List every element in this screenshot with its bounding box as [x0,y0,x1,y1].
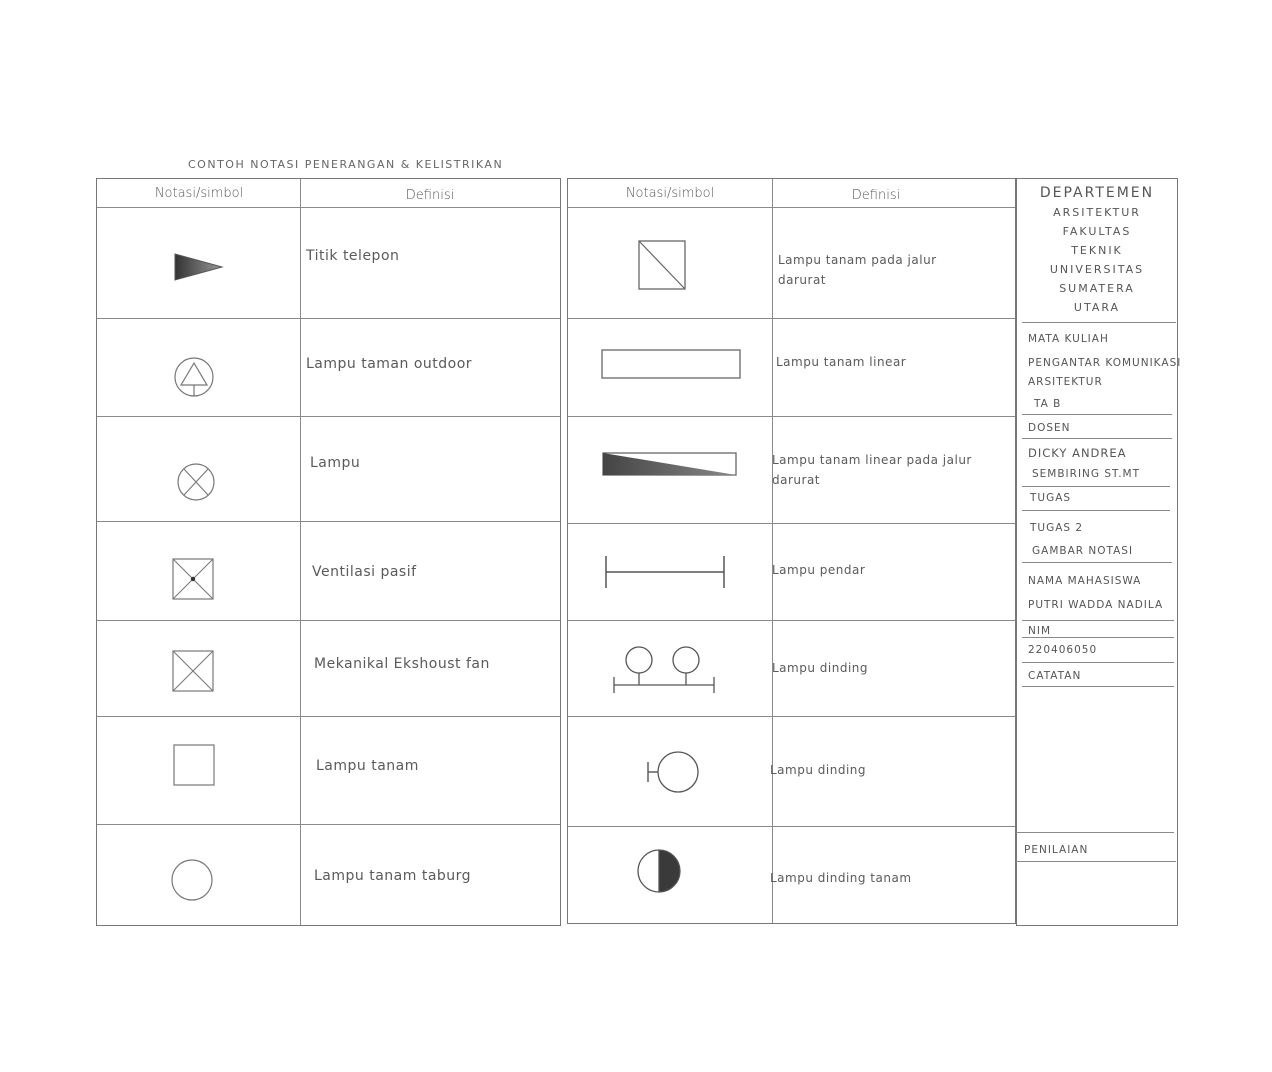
institution-block [1022,184,1172,317]
definition-text: Lampu [310,455,361,471]
definition-text: Ventilasi pasif [312,564,417,580]
left-header-definition: Definisi [405,188,455,203]
institution-line: DEPARTEMEN [1039,185,1155,201]
tb-divider [1022,562,1172,563]
row-divider [97,521,560,522]
square-diagonal-icon [636,238,688,292]
half-filled-circle-icon [634,846,684,896]
tb-divider [1022,486,1170,487]
tb-divider [1022,662,1174,663]
tb-divider [1022,620,1174,621]
lecturer-label: DOSEN [1028,422,1071,434]
sheet-title: CONTOH NOTASI PENERANGAN & KELISTRIKAN [188,158,504,171]
left-header-symbol: Notasi/simbol [154,186,244,201]
definition-text: Lampu tanam [316,758,419,774]
lecturer-line: DICKY ANDREA [1028,446,1127,460]
right-header-rule [568,207,1015,208]
task-label: TUGAS [1030,492,1072,504]
row-divider [97,416,560,417]
student-label: NAMA MAHASISWA [1028,575,1142,587]
tb-divider [1022,686,1174,687]
row-divider [568,826,1015,827]
institution-line: UTARA [1073,301,1121,314]
square-x-icon [170,648,216,694]
right-column-divider [772,179,773,923]
right-header-definition: Definisi [851,188,901,203]
definition-text: Lampu dinding tanam [770,871,912,885]
circle-x-icon [174,460,218,504]
shaded-wedge-rectangle-icon [600,450,740,480]
definition-text: Mekanikal Ekshoust fan [314,656,490,672]
tb-divider [1022,637,1174,638]
institution-line: ARSITEKTUR [1053,206,1141,219]
course-label: MATA KULIAH [1028,333,1109,345]
task-line: TUGAS 2 [1030,522,1084,534]
double-globe-wall-icon [608,640,720,702]
institution-line: FAKULTAS [1062,225,1132,238]
left-header-rule [97,207,560,208]
tb-divider [1022,510,1170,511]
definition-text: Lampu dinding [772,661,868,675]
course-line: PENGANTAR KOMUNIKASI [1028,357,1182,369]
tb-divider [1016,832,1174,833]
tb-divider [1022,438,1172,439]
row-divider [568,318,1015,319]
row-divider [97,824,560,825]
institution-line: UNIVERSITAS [1049,263,1145,276]
left-table [96,178,561,926]
triangle-pointer-icon [170,250,226,284]
left-column-divider [300,179,301,925]
definition-text: Lampu tanam linear [776,355,907,369]
definition-text: Lampu tanam pada jalur darurat [778,253,937,287]
lecturer-line: SEMBIRING ST.MT [1032,468,1141,480]
row-divider [568,523,1015,524]
student-name: PUTRI WADDA NADILA [1028,599,1164,611]
row-divider [97,716,560,717]
task-line: GAMBAR NOTASI [1032,545,1134,557]
circle-triangle-icon [172,355,216,399]
square-icon [171,742,217,788]
definition-text: Lampu tanam taburg [314,868,472,884]
row-divider [97,620,560,621]
tb-divider [1022,322,1176,323]
grading-label: PENILAIAN [1024,844,1089,856]
nim-label: NIM [1028,625,1052,637]
rectangle-icon [598,346,744,382]
definition-text: Lampu taman outdoor [306,356,473,372]
definition-text: Lampu dinding [770,763,866,777]
row-divider [97,318,560,319]
square-x-dot-icon [170,556,216,602]
nim-value: 220406050 [1028,644,1098,656]
institution-line: SUMATERA [1059,282,1135,295]
right-header-symbol: Notasi/simbol [625,186,715,201]
notes-label: CATATAN [1028,670,1082,682]
row-divider [568,716,1015,717]
course-line: ARSITEKTUR [1028,376,1103,388]
definition-text: Lampu tanam linear pada jalur darurat [772,453,972,487]
definition-text: Titik telepon [306,248,400,264]
course-line: TA B [1034,398,1062,410]
definition-text: Lampu pendar [772,563,866,577]
institution-line: TEKNIK [1071,244,1123,257]
row-divider [568,620,1015,621]
tb-divider [1016,861,1176,862]
globe-wall-icon [642,748,702,796]
circle-icon [168,856,216,904]
row-divider [568,416,1015,417]
bracket-line-icon [600,552,730,592]
tb-divider [1022,414,1172,415]
